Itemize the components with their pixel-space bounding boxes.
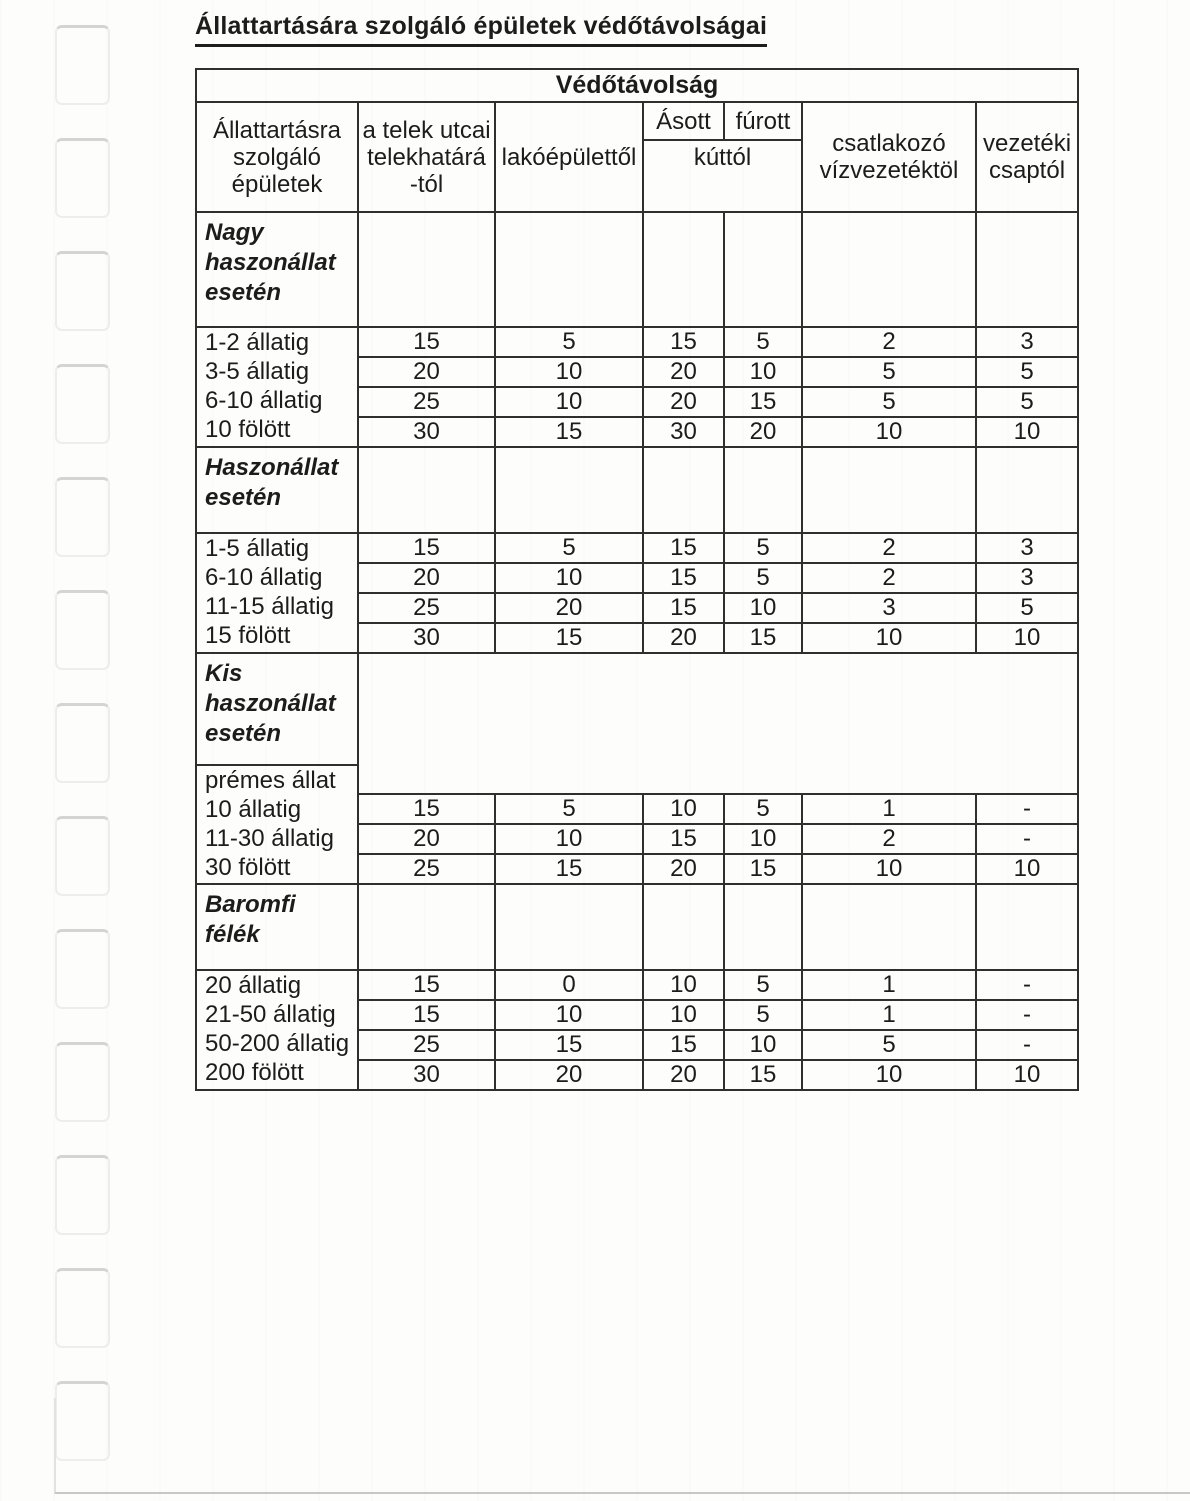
value-cell: 5 xyxy=(724,970,802,1000)
value-cell: 10 xyxy=(802,417,976,447)
value-cell: 20 xyxy=(495,593,643,623)
row-labels-cell xyxy=(196,970,358,1090)
binding-hole xyxy=(55,703,110,783)
value-cell: 5 xyxy=(724,533,802,563)
binding-hole xyxy=(55,1155,110,1235)
value-cell: 15 xyxy=(643,533,724,563)
value-cell: 15 xyxy=(643,563,724,593)
value-cell: 20 xyxy=(358,357,495,387)
value-cell: 10 xyxy=(724,824,802,854)
empty-cell xyxy=(643,447,724,533)
table-row xyxy=(196,102,1078,140)
value-cell: 20 xyxy=(724,417,802,447)
empty-cell xyxy=(976,884,1078,970)
table-row xyxy=(196,884,1078,970)
value-cell: 10 xyxy=(495,387,643,417)
row-label: 10 állatig xyxy=(205,796,302,823)
row-label: prémes állat xyxy=(205,767,336,794)
empty-cell xyxy=(802,447,976,533)
binding-hole xyxy=(55,1042,110,1122)
binding-hole xyxy=(55,25,110,105)
col-header-well-dug: Ásott xyxy=(643,102,724,140)
value-cell: 3 xyxy=(976,327,1078,357)
value-cell: 2 xyxy=(802,533,976,563)
empty-cell xyxy=(358,447,495,533)
document-page xyxy=(195,12,1079,1091)
row-label: 200 fölött xyxy=(205,1059,304,1086)
value-cell: 15 xyxy=(724,1060,802,1090)
value-cell: - xyxy=(976,794,1078,824)
value-cell: 20 xyxy=(643,1060,724,1090)
value-cell: 10 xyxy=(976,623,1078,653)
value-cell: 20 xyxy=(643,623,724,653)
value-cell: 10 xyxy=(802,623,976,653)
value-cell: 20 xyxy=(358,563,495,593)
col-header-tap: vezetéki csaptól xyxy=(976,102,1078,212)
binding-hole xyxy=(55,138,110,218)
value-cell: - xyxy=(976,1000,1078,1030)
value-cell: 10 xyxy=(643,794,724,824)
empty-cell xyxy=(802,884,976,970)
value-cell: 30 xyxy=(358,623,495,653)
value-cell: 10 xyxy=(976,1060,1078,1090)
value-cell: 25 xyxy=(358,387,495,417)
empty-cell xyxy=(495,447,643,533)
value-cell: 10 xyxy=(724,593,802,623)
value-cell: 15 xyxy=(358,1000,495,1030)
table-row xyxy=(196,970,1078,1000)
binding-hole xyxy=(55,364,110,444)
empty-cell xyxy=(976,212,1078,327)
value-cell: 20 xyxy=(495,1060,643,1090)
row-label: 11-30 állatig xyxy=(205,825,334,852)
value-cell: 5 xyxy=(724,1000,802,1030)
section-title: Nagy haszonállat esetén xyxy=(205,219,336,306)
col-header-residential: lakóépülettől xyxy=(495,102,643,212)
section-title: Baromfi félék xyxy=(205,891,296,948)
row-labels-cell xyxy=(196,533,358,653)
value-cell: 10 xyxy=(495,1000,643,1030)
value-cell: 2 xyxy=(802,563,976,593)
value-cell: 5 xyxy=(724,563,802,593)
value-cell: 5 xyxy=(724,794,802,824)
empty-cell xyxy=(495,884,643,970)
row-label: 1-2 állatig xyxy=(205,329,310,356)
value-cell: 1 xyxy=(802,794,976,824)
value-cell: 10 xyxy=(976,854,1078,884)
section-header-cell xyxy=(196,447,358,533)
value-cell: 15 xyxy=(358,794,495,824)
section-header-cell xyxy=(196,212,358,327)
value-cell: - xyxy=(976,824,1078,854)
scan-edge-line xyxy=(54,1398,56,1494)
value-cell: 10 xyxy=(802,854,976,884)
value-cell: 25 xyxy=(358,854,495,884)
value-cell: 20 xyxy=(643,387,724,417)
empty-cell xyxy=(358,212,495,327)
binding-hole xyxy=(55,1381,110,1461)
row-label: 15 fölött xyxy=(205,622,291,649)
empty-cell xyxy=(358,884,495,970)
row-label: 10 fölött xyxy=(205,416,291,443)
value-cell: 15 xyxy=(724,854,802,884)
value-cell: 5 xyxy=(495,533,643,563)
table-row xyxy=(196,69,1078,102)
table-row xyxy=(196,447,1078,533)
value-cell: 10 xyxy=(643,1000,724,1030)
scan-edge-line xyxy=(55,1492,1190,1494)
empty-cell xyxy=(643,884,724,970)
value-cell: 10 xyxy=(724,357,802,387)
value-cell: 30 xyxy=(643,417,724,447)
value-cell: 15 xyxy=(358,970,495,1000)
col-header-water-pipe: csatlakozó vízvezetéktöl xyxy=(802,102,976,212)
col-header-well-group: kúttól xyxy=(643,140,802,212)
row-label: 6-10 állatig xyxy=(205,564,323,591)
empty-cell xyxy=(643,212,724,327)
value-cell: 30 xyxy=(358,417,495,447)
protection-distance-table xyxy=(195,68,1079,1091)
binding-hole xyxy=(55,929,110,1009)
value-cell: 5 xyxy=(976,357,1078,387)
value-cell: 2 xyxy=(802,327,976,357)
value-cell: 25 xyxy=(358,593,495,623)
value-cell: 15 xyxy=(358,327,495,357)
value-cell: 10 xyxy=(495,563,643,593)
empty-cell xyxy=(358,653,1078,794)
value-cell: 15 xyxy=(643,824,724,854)
row-labels-cell xyxy=(196,765,358,884)
table-row xyxy=(196,327,1078,357)
section-title: Kis haszonállat esetén xyxy=(205,660,336,747)
value-cell: 15 xyxy=(495,623,643,653)
row-label: 30 fölött xyxy=(205,854,291,881)
value-cell: 1 xyxy=(802,970,976,1000)
binding-hole xyxy=(55,477,110,557)
value-cell: 1 xyxy=(802,1000,976,1030)
value-cell: 20 xyxy=(643,357,724,387)
value-cell: 15 xyxy=(495,417,643,447)
value-cell: 5 xyxy=(724,327,802,357)
value-cell: 5 xyxy=(495,794,643,824)
value-cell: 10 xyxy=(976,417,1078,447)
binding-hole xyxy=(55,816,110,896)
value-cell: 20 xyxy=(643,854,724,884)
row-label: 6-10 állatig xyxy=(205,387,323,414)
value-cell: 5 xyxy=(802,387,976,417)
value-cell: 10 xyxy=(724,1030,802,1060)
value-cell: 2 xyxy=(802,824,976,854)
section-title: Haszonállat esetén xyxy=(205,454,339,511)
empty-cell xyxy=(802,212,976,327)
empty-cell xyxy=(724,884,802,970)
section-header-cell xyxy=(196,653,358,765)
value-cell: 3 xyxy=(976,533,1078,563)
value-cell: 15 xyxy=(643,1030,724,1060)
col-header-vedotavolsag: Védőtávolság xyxy=(196,69,1078,102)
empty-cell xyxy=(724,447,802,533)
row-label: 21-50 állatig xyxy=(205,1001,336,1028)
section-header-cell xyxy=(196,884,358,970)
row-label: 20 állatig xyxy=(205,972,302,999)
table-row xyxy=(196,653,1078,765)
value-cell: - xyxy=(976,970,1078,1000)
value-cell: 15 xyxy=(643,327,724,357)
value-cell: 0 xyxy=(495,970,643,1000)
value-cell: 5 xyxy=(802,357,976,387)
empty-cell xyxy=(724,212,802,327)
page-title: Állattartására szolgáló épületek védőtávolságai xyxy=(195,12,767,47)
col-header-well-drilled: fúrott xyxy=(724,102,802,140)
col-header-street-boundary: a telek utcai telekhatárá -tól xyxy=(358,102,495,212)
row-label: 11-15 állatig xyxy=(205,593,334,620)
col-header-row-label: Állattartásra szolgáló épületek xyxy=(196,102,358,212)
value-cell: 25 xyxy=(358,1030,495,1060)
value-cell: 15 xyxy=(495,854,643,884)
value-cell: 5 xyxy=(495,327,643,357)
value-cell: 10 xyxy=(802,1060,976,1090)
row-label: 50-200 állatig xyxy=(205,1030,350,1057)
binding-hole xyxy=(55,251,110,331)
value-cell: 15 xyxy=(724,623,802,653)
value-cell: 10 xyxy=(643,970,724,1000)
value-cell: 3 xyxy=(802,593,976,623)
table-row xyxy=(196,533,1078,563)
value-cell: 10 xyxy=(495,824,643,854)
value-cell: 15 xyxy=(495,1030,643,1060)
row-labels-cell xyxy=(196,327,358,447)
value-cell: 5 xyxy=(802,1030,976,1060)
empty-cell xyxy=(495,212,643,327)
value-cell: 15 xyxy=(724,387,802,417)
empty-cell xyxy=(976,447,1078,533)
value-cell: 5 xyxy=(976,593,1078,623)
binding-hole xyxy=(55,590,110,670)
table-row xyxy=(196,212,1078,327)
row-label: 3-5 állatig xyxy=(205,358,310,385)
value-cell: 30 xyxy=(358,1060,495,1090)
value-cell: 10 xyxy=(495,357,643,387)
value-cell: - xyxy=(976,1030,1078,1060)
value-cell: 5 xyxy=(976,387,1078,417)
row-label: 1-5 állatig xyxy=(205,535,310,562)
value-cell: 15 xyxy=(358,533,495,563)
value-cell: 15 xyxy=(643,593,724,623)
value-cell: 20 xyxy=(358,824,495,854)
value-cell: 3 xyxy=(976,563,1078,593)
binding-hole xyxy=(55,1268,110,1348)
